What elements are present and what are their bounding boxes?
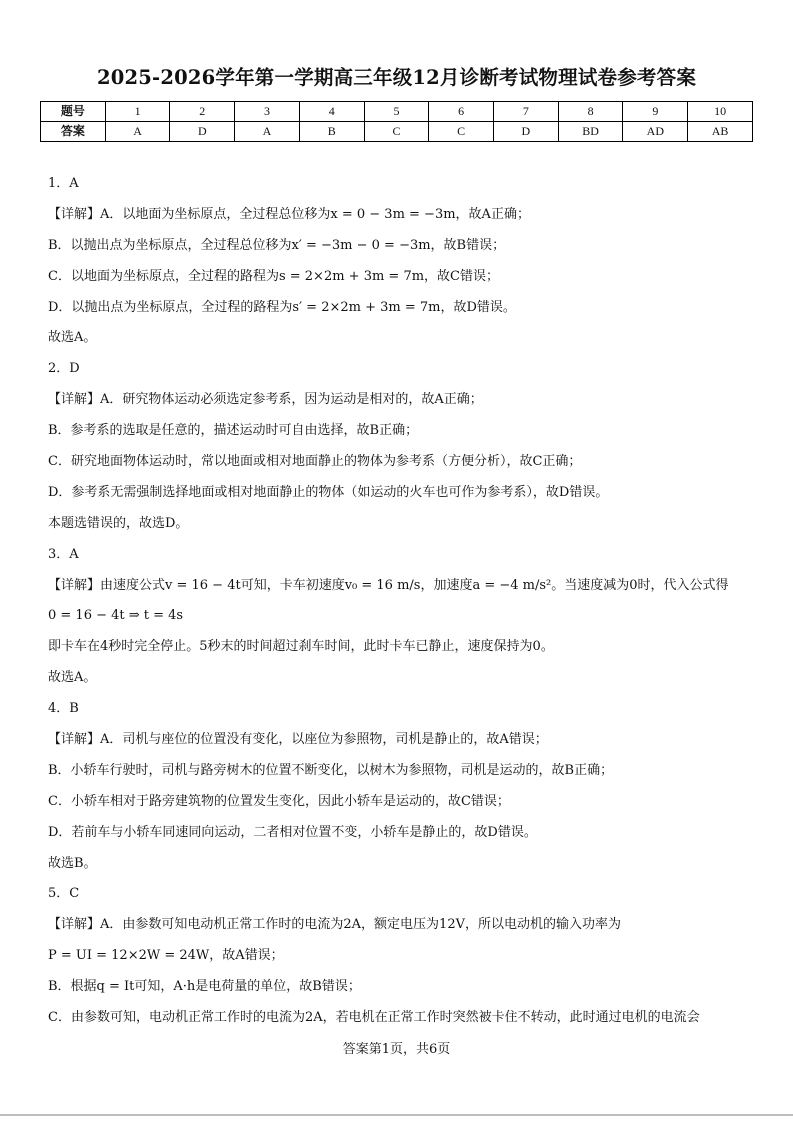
answer-cell: B (299, 122, 364, 142)
text-line: C．以地面为坐标原点，全过程的路程为s = 2×2m + 3m = 7m，故C错误； (48, 268, 499, 284)
text-line: 5．C (48, 886, 80, 902)
answer-cell: C (429, 122, 494, 142)
question-number-cell: 8 (558, 102, 623, 122)
answer-table (40, 101, 753, 142)
text-line: D．以抛出点为坐标原点，全过程的路程为s′ = 2×2m + 3m = 7m，故D错误。 (48, 299, 516, 315)
answer-cell: C (364, 122, 429, 142)
bottom-divider (0, 1114, 793, 1116)
text-line: D．参考系无需强制选择地面或相对地面静止的物体（如运动的火车也可作为参考系），故D错误。 (48, 484, 609, 500)
text-line: 故选A。 (48, 330, 97, 346)
text-line: 故选B。 (48, 855, 97, 871)
text-line: C．小轿车相对于路旁建筑物的位置发生变化，因此小轿车是运动的，故C错误； (48, 793, 510, 809)
question-number-cell: 1 (105, 102, 170, 122)
text-line: D．若前车与小轿车同速同向运动，二者相对位置不变，小轿车是静止的，故D错误。 (48, 824, 537, 840)
text-line: P = UI = 12×2W = 24W，故A错误； (48, 948, 284, 964)
text-line: 2．D (48, 361, 80, 377)
row-label-answer: 答案 (41, 122, 106, 142)
text-line: 即卡车在4秒时完全停止。5秒末的时间超过刹车时间，此时卡车已静止，速度保持为0。 (48, 639, 554, 655)
question-number-cell: 2 (170, 102, 235, 122)
table-row-numbers (41, 102, 753, 122)
question-number-cell: 3 (235, 102, 300, 122)
text-line: 4．B (48, 701, 79, 717)
text-line: 1．A (48, 176, 79, 191)
text-line: C．由参数可知，电动机正常工作时的电流为2A，若电机在正常工作时突然被卡住不转动，此时通过电机的电流会 (48, 1010, 700, 1026)
text-line: 【详解】A．以地面为坐标原点，全过程总位移为x = 0 − 3m = −3m，故A正确； (48, 206, 530, 222)
answer-cell: A (105, 122, 170, 142)
text-line: B．以抛出点为坐标原点，全过程总位移为x′ = −3m − 0 = −3m，故B错误； (48, 237, 506, 253)
text-line: 3．A (48, 546, 79, 562)
text-line: 故选A。 (48, 670, 97, 686)
text-line: 【详解】A．由参数可知电动机正常工作时的电流为2A，额定电压为12V，所以电动机的输入功率为 (48, 917, 621, 933)
question-number-cell: 4 (299, 102, 364, 122)
row-label-question-number: 题号 (41, 102, 106, 122)
text-line: 本题选错误的，故选D。 (48, 515, 189, 531)
answer-cell: AD (623, 122, 688, 142)
text-line: C．研究地面物体运动时，常以地面或相对地面静止的物体为参考系（方便分析），故C正确； (48, 454, 582, 470)
answer-cell: A (235, 122, 300, 142)
question-number-cell: 9 (623, 102, 688, 122)
question-number-cell: 10 (688, 102, 753, 122)
answer-cell: D (170, 122, 235, 142)
answer-cell: BD (558, 122, 623, 142)
question-number-cell: 6 (429, 102, 494, 122)
table-row-answers (41, 122, 753, 142)
answer-cell: D (494, 122, 559, 142)
question-number-cell: 7 (494, 102, 559, 122)
text-line: 【详解】A．研究物体运动必须选定参考系，因为运动是相对的，故A正确； (48, 392, 483, 408)
solution-body (48, 169, 758, 1034)
text-line: 0 = 16 − 4t ⇒ t = 4s (48, 608, 184, 624)
text-line: B．根据q = It可知，A·h是电荷量的单位，故B错误； (48, 979, 361, 995)
question-number-cell: 5 (364, 102, 429, 122)
text-line: B．参考系的选取是任意的，描述运动时可自由选择，故B正确； (48, 423, 419, 439)
page-footer: 答案第1页，共6页 (342, 1042, 451, 1057)
text-line: B．小轿车行驶时，司机与路旁树木的位置不断变化，以树木为参照物，司机是运动的，故B正确； (48, 762, 614, 778)
answer-cell: AB (688, 122, 753, 142)
text-line: 【详解】A．司机与座位的位置没有变化，以座位为参照物，司机是静止的，故A错误； (48, 732, 548, 748)
page-title: 2025-2026学年第一学期高三年级12月诊断考试物理试卷参考答案 (96, 66, 697, 89)
text-line: 【详解】由速度公式v = 16 − 4t可知，卡车初速度v₀ = 16 m/s，加速度a = −4 m/s²。当速度减为0时，代入公式得 (48, 577, 729, 593)
